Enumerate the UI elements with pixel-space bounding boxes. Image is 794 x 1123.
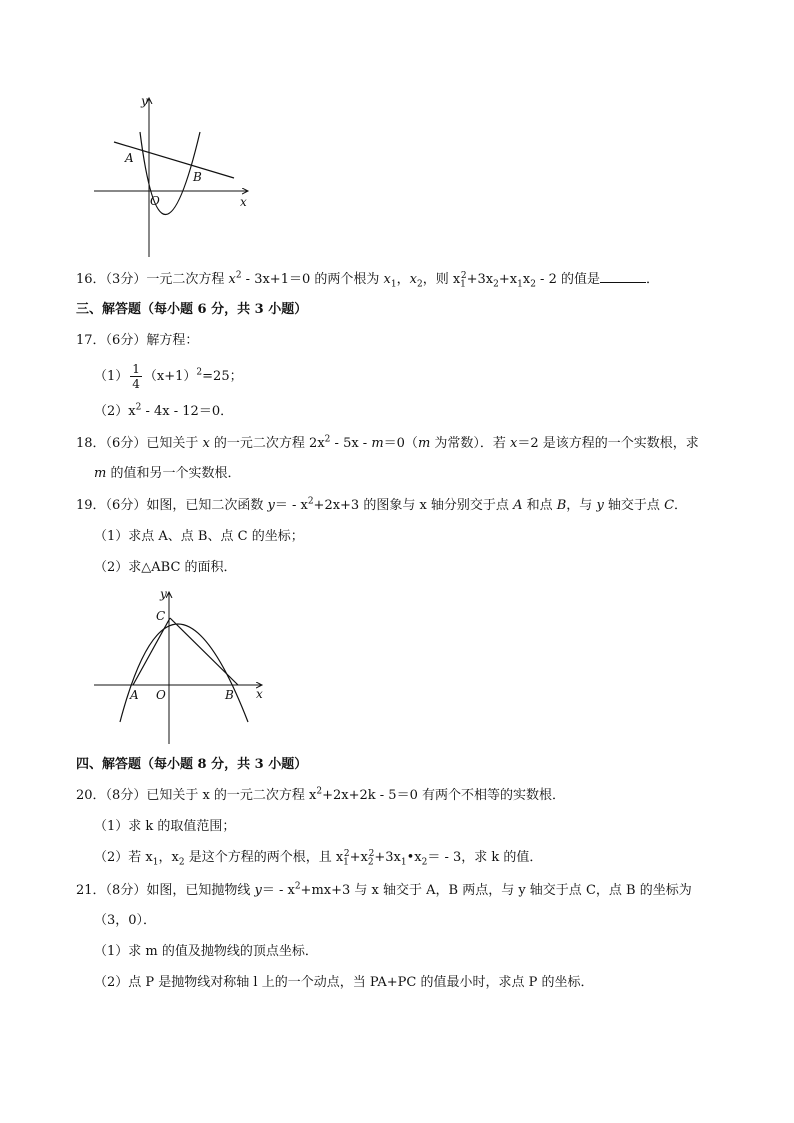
segment-cb: [170, 618, 238, 685]
figure-parabola-line: [88, 92, 258, 262]
origin-label: O: [156, 688, 166, 702]
question-18-line-2: m 的值和另一个实数根．: [94, 466, 241, 481]
point-a-label: A: [130, 688, 139, 702]
point-b-label: B: [193, 170, 202, 184]
question-20: 20．（8分）已知关于 x 的一元二次方程 $x^2+2x+2k - 5=0$ 有两个不相等的实数根．: [76, 786, 565, 803]
question-18: 18．（6分）已知关于 x 的一元二次方程 $2x^2 - 5x - m=0(m$ 为常数）．若 x＝2 是该方程的一个实数根，求: [76, 434, 699, 451]
origin-label: O: [150, 194, 160, 208]
question-21-part-1: （1）求 m 的值及抛物线的顶点坐标．: [94, 944, 318, 959]
y-axis-label: y: [141, 94, 148, 108]
question-19-part-1: （1）求点 A、点 B、点 C 的坐标；: [94, 529, 304, 544]
segment-ac: [133, 618, 170, 685]
section-4-heading: 四、解答题（每小题 8 分，共 3 小题）: [76, 757, 308, 772]
question-21-part-2: （2）点 P 是抛物线对称轴 l 上的一个动点，当 PA+PC 的值最小时，求点 P 的坐标．: [94, 975, 594, 990]
question-19-part-2: （2）求△ABC 的面积．: [94, 560, 237, 575]
y-axis-label: y: [160, 587, 167, 601]
question-20-part-2: （2）若 $x_1$，$x_2$ 是这个方程的两个根，且 $x_1^2+x_2^2+3x_1•x_2= - 3$，求 k 的值．: [94, 848, 543, 868]
fraction-one-quarter: $\frac{1}{4}$: [132, 362, 140, 391]
x-axis-label: x: [240, 195, 247, 209]
question-20-part-1: （1）求 k 的取值范围；: [94, 819, 236, 834]
question-16: 16．（3分）一元二次方程 $x^2 - 3x+1=0$ 的两个根为 $x_1$，$x_2$，则 $x_1^2+3x_2+x_1x_2 - 2$ 的值是 ．: [76, 270, 659, 290]
question-17-part-2: $(2)x^2 - 4x - 12=0$．: [94, 402, 234, 419]
figure-triangle-abc: [92, 586, 282, 746]
point-c-label: C: [156, 609, 166, 623]
answer-blank[interactable]: [600, 270, 646, 283]
point-a-label: A: [125, 151, 134, 165]
x-axis-label: x: [256, 687, 263, 701]
section-3-heading: 三、解答题（每小题 6 分，共 3 小题）: [76, 302, 308, 317]
question-21-line-2: （3，0）．: [94, 913, 157, 928]
question-19: 19．（6分）如图，已知二次函数 $y= - x^2+2x+3$ 的图象与 x 轴分别交于点 A 和点 B，与 y 轴交于点 C．: [76, 496, 688, 513]
question-21: 21．（8分）如图，已知抛物线 $y= - x^2+mx+3$ 与 x 轴交于 A，B 两点，与 y 轴交于点 C，点 B 的坐标为: [76, 881, 692, 898]
point-b-label: B: [225, 688, 234, 702]
question-17-part-1: （1） $\frac{1}{4}$ $(x+1)^2=25$；: [94, 362, 243, 391]
question-17: 17．（6分）解方程：: [76, 333, 199, 348]
